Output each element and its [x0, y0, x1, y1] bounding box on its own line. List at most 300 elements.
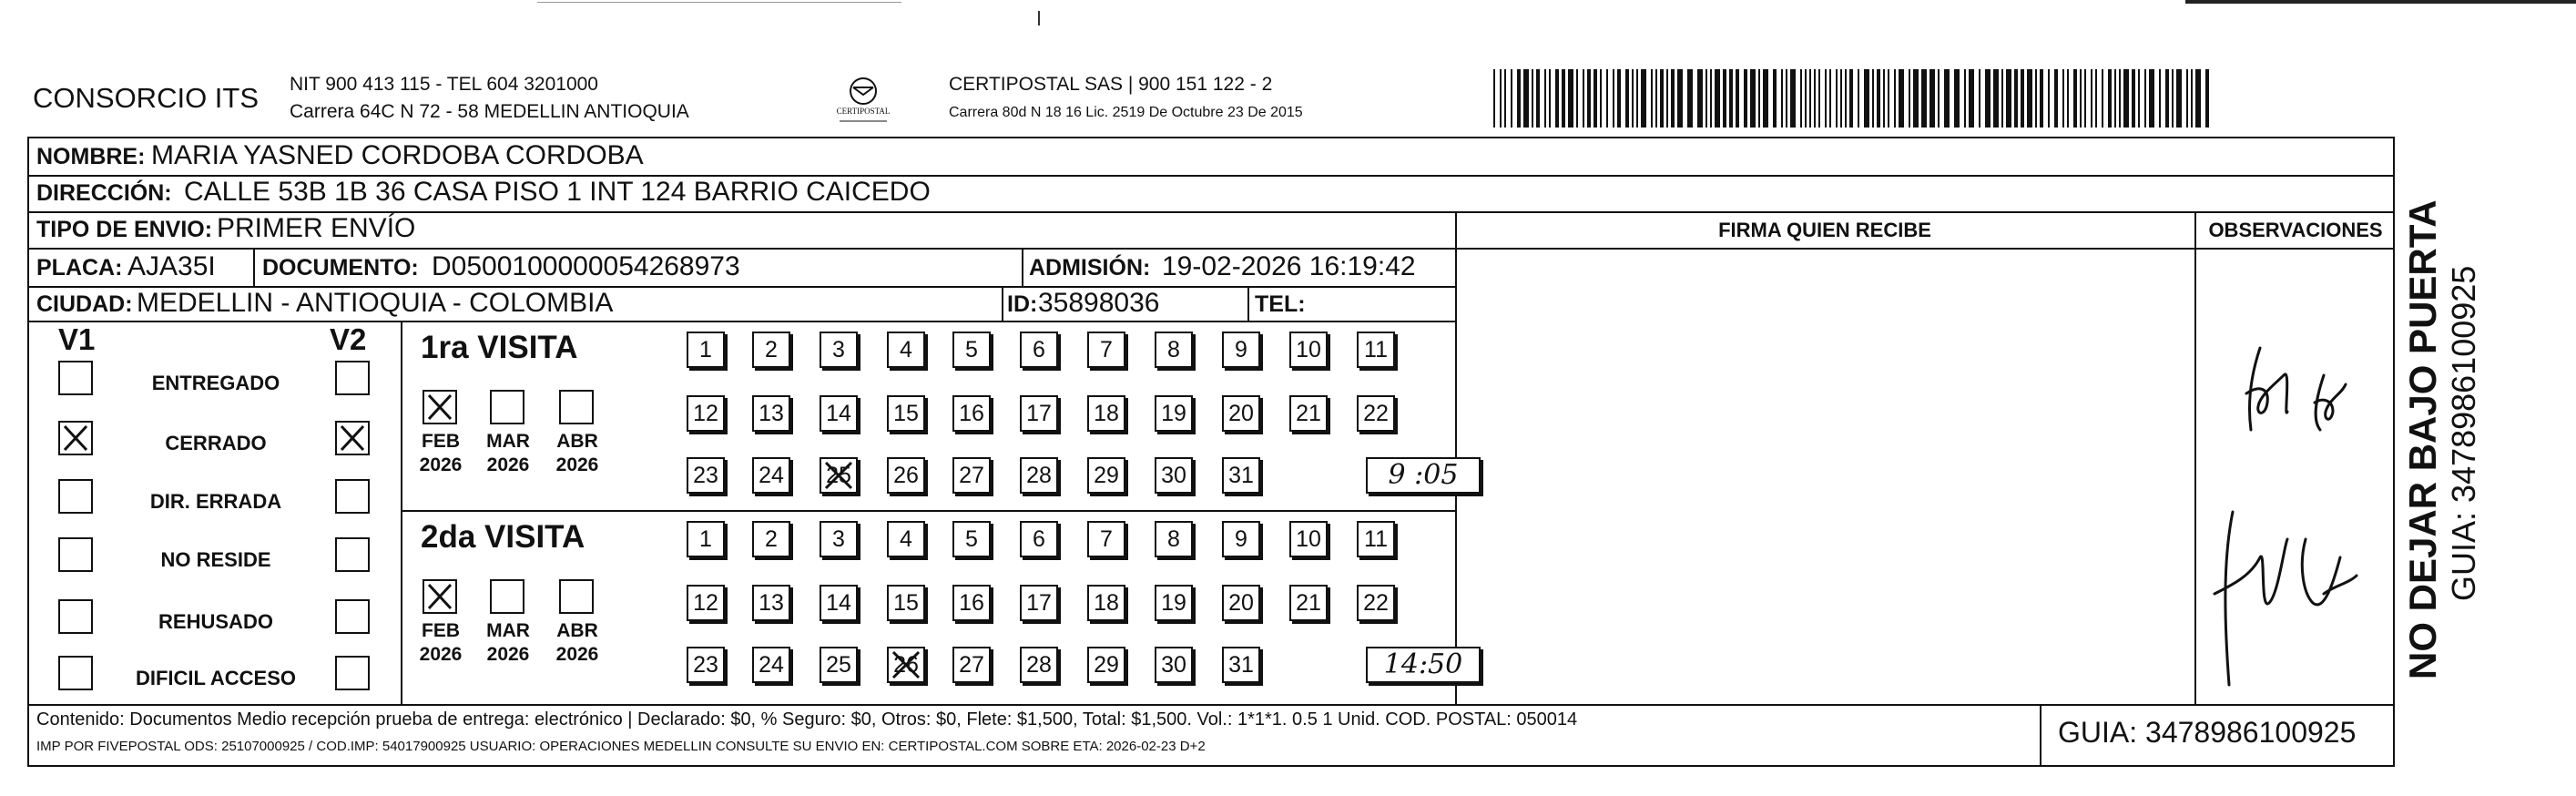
- status-label: DIFICIL ACCESO: [135, 667, 296, 689]
- day-number: 24: [759, 463, 784, 488]
- day-number: 7: [1100, 526, 1113, 552]
- firma-header: FIRMA QUIEN RECIBE: [1718, 219, 1931, 241]
- id-label: [1007, 293, 1037, 316]
- company-name: CONSORCIO ITS: [33, 82, 260, 114]
- barcode-bar: [1651, 69, 1653, 128]
- day-box[interactable]: [1155, 457, 1193, 494]
- v2-checkbox[interactable]: [335, 361, 370, 395]
- day-box[interactable]: [752, 647, 790, 683]
- day-number: 30: [1161, 463, 1186, 488]
- barcode-bar: [1883, 69, 1885, 128]
- month-label: MAR: [486, 431, 530, 452]
- barcode-bar: [2165, 69, 2169, 128]
- barcode-bar: [1872, 69, 1874, 128]
- v1-checkbox[interactable]: [58, 479, 93, 514]
- month-checkbox[interactable]: [490, 579, 524, 614]
- day-number: 22: [1363, 401, 1389, 426]
- barcode-bar: [2159, 69, 2161, 128]
- day-box[interactable]: [687, 457, 725, 494]
- barcode-bar: [1625, 69, 1629, 128]
- barcode-bar: [2138, 69, 2140, 128]
- carrier-name: CERTIPOSTAL SAS | 900 151 122 - 2: [949, 74, 1273, 95]
- barcode-bar: [1655, 69, 1657, 128]
- day-number: 1: [699, 337, 712, 362]
- x-mark-icon: [60, 423, 91, 454]
- day-box[interactable]: [1357, 521, 1395, 557]
- day-box[interactable]: [1155, 332, 1193, 368]
- day-x-mark-icon: [889, 648, 923, 681]
- barcode-bar: [2021, 69, 2024, 128]
- scan-mark-right: [2185, 0, 2576, 4]
- barcode-bar: [2144, 69, 2146, 128]
- v1-checkbox[interactable]: [58, 537, 93, 572]
- day-box[interactable]: [1222, 521, 1260, 557]
- v2-checkbox[interactable]: [335, 537, 370, 572]
- status-label: ENTREGADO: [151, 372, 280, 394]
- year-label: 2026: [486, 454, 530, 475]
- barcode-bar: [1864, 69, 1869, 128]
- certipostal-logo: [836, 73, 891, 128]
- day-box[interactable]: [887, 395, 925, 432]
- placa-label: [36, 257, 122, 280]
- month-label: ABR: [556, 620, 598, 641]
- barcode-bar: [1790, 69, 1796, 128]
- day-box[interactable]: [1357, 332, 1395, 368]
- documento-value: D0500100000054268973: [432, 251, 740, 281]
- barcode-bar: [1544, 69, 1546, 128]
- barcode-bar: [1899, 69, 1904, 128]
- day-box[interactable]: [820, 395, 858, 432]
- barcode-bar: [1677, 69, 1683, 128]
- barcode-bar: [1909, 69, 1910, 128]
- day-box[interactable]: [887, 521, 925, 557]
- ciudad-label-text: CIUDAD:: [36, 291, 133, 317]
- barcode-bar: [2062, 69, 2064, 128]
- status-label: CERRADO: [165, 432, 267, 454]
- v1-checkbox[interactable]: [58, 656, 93, 690]
- day-box[interactable]: [1020, 521, 1058, 557]
- barcode-bar: [1800, 69, 1802, 128]
- day-box[interactable]: [687, 332, 725, 368]
- barcode-bar: [2191, 69, 2193, 128]
- tel-label-text: TEL:: [1255, 291, 1306, 317]
- barcode-bar: [1938, 69, 1940, 128]
- x-mark-icon: [337, 423, 368, 454]
- observaciones-header: OBSERVACIONES: [2208, 219, 2383, 241]
- day-box[interactable]: [752, 457, 790, 494]
- barcode-bar: [1536, 69, 1540, 128]
- day-number: 12: [693, 590, 718, 616]
- barcode-bar: [1587, 69, 1591, 128]
- day-box[interactable]: [1222, 395, 1260, 432]
- contenido-text: Contenido: Documentos Medio recepción prueba de entrega: electrónico | Declarado: $0, % Seguro: $0, Otros: $0, Flete: $1,500, Total: $1,500. Vol.: 1*1*1. 0.5 1 Unid. COD. POSTAL: 050014: [36, 709, 1578, 730]
- day-number: 26: [893, 652, 919, 678]
- admision-label-text: ADMISIÓN:: [1029, 255, 1151, 281]
- day-box[interactable]: [952, 395, 991, 432]
- day-box[interactable]: [887, 647, 925, 683]
- documento-label-text: DOCUMENTO:: [262, 255, 419, 281]
- day-number: 31: [1228, 652, 1254, 678]
- day-number: 6: [1033, 526, 1045, 552]
- placa-label-text: PLACA:: [36, 255, 123, 281]
- day-number: 10: [1296, 526, 1321, 552]
- day-number: 21: [1296, 590, 1321, 616]
- company-nit: NIT 900 413 115 - TEL 604 3201000: [290, 74, 598, 95]
- barcode-bar: [2054, 69, 2058, 128]
- barcode-bar: [1985, 69, 1991, 128]
- placa-value: AJA35I: [127, 251, 216, 281]
- day-number: 2: [765, 337, 778, 362]
- day-box[interactable]: [1155, 647, 1193, 683]
- day-box[interactable]: [887, 457, 925, 494]
- barcode-bar: [2084, 69, 2086, 128]
- year-label: 2026: [555, 644, 599, 665]
- day-box[interactable]: [952, 585, 991, 621]
- day-number: 23: [693, 652, 718, 678]
- day-box[interactable]: [1087, 521, 1125, 557]
- day-box[interactable]: [1289, 332, 1328, 368]
- barcode-bar: [2073, 69, 2077, 128]
- direccion-label-text: DIRECCIÓN:: [36, 180, 172, 206]
- barcode-bar: [1954, 69, 1960, 128]
- day-box[interactable]: [820, 332, 858, 368]
- day-box[interactable]: [1289, 395, 1328, 432]
- ciudad-value: MEDELLIN - ANTIOQUIA - COLOMBIA: [137, 288, 614, 318]
- barcode-bar: [1697, 69, 1703, 128]
- barcode-bar: [1517, 69, 1521, 128]
- barcode-bar: [1913, 69, 1919, 128]
- day-box[interactable]: [1087, 647, 1125, 683]
- barcode-bar: [2102, 69, 2103, 128]
- v1-checkbox[interactable]: [58, 599, 93, 634]
- firma-header-line: [1455, 248, 2395, 250]
- day-number: 16: [959, 401, 984, 426]
- v1-checkbox[interactable]: [58, 421, 93, 455]
- day-number: 27: [959, 463, 984, 488]
- barcode-bar: [1929, 69, 1935, 128]
- day-number: 23: [693, 463, 718, 488]
- day-box[interactable]: [887, 585, 925, 621]
- nombre-label: [36, 146, 145, 168]
- barcode-bar: [1845, 69, 1847, 128]
- scan-mark-top: [537, 2, 901, 3]
- direccion-label: [36, 182, 172, 205]
- day-number: 4: [900, 337, 912, 362]
- v2-checkbox[interactable]: [335, 656, 370, 690]
- day-box[interactable]: [752, 521, 790, 557]
- barcode-bar: [2132, 69, 2135, 128]
- day-number: 1: [699, 526, 712, 552]
- barcode-bar: [2040, 69, 2043, 128]
- barcode-bar: [1773, 69, 1777, 128]
- day-number: 3: [832, 526, 845, 552]
- scan-mark-tick: [1038, 11, 1040, 26]
- barcode-bar: [2014, 69, 2018, 128]
- month-label: MAR: [486, 620, 530, 641]
- day-number: 11: [1364, 526, 1388, 552]
- barcode-bar: [1636, 69, 1638, 128]
- row-line-5: [27, 321, 1455, 322]
- barcode-bar: [1500, 69, 1502, 128]
- v2-checkbox[interactable]: [335, 421, 370, 455]
- day-number: 9: [1235, 337, 1247, 362]
- tipo-value: PRIMER ENVÍO: [217, 213, 416, 243]
- day-box[interactable]: [1020, 585, 1058, 621]
- day-number: 28: [1026, 463, 1052, 488]
- day-box[interactable]: [820, 457, 858, 494]
- year-label: 2026: [419, 644, 463, 665]
- time-box[interactable]: [1366, 647, 1481, 683]
- barcode-bar: [2205, 69, 2209, 128]
- day-box[interactable]: [1020, 457, 1058, 494]
- day-number: 20: [1228, 401, 1254, 426]
- barcode-bar: [1825, 69, 1827, 128]
- day-number: 25: [826, 652, 851, 678]
- day-box[interactable]: [752, 585, 790, 621]
- day-box[interactable]: [1087, 332, 1125, 368]
- barcode-bar: [1632, 69, 1634, 128]
- day-box[interactable]: [687, 395, 725, 432]
- day-number: 17: [1026, 401, 1052, 426]
- barcode-bar: [1818, 69, 1820, 128]
- day-number: 3: [832, 337, 845, 362]
- divider-id: [1002, 286, 1003, 321]
- direccion-value: CALLE 53B 1B 36 CASA PISO 1 INT 124 BARRIO CAICEDO: [184, 177, 931, 207]
- barcode-bar: [1979, 69, 1980, 128]
- nombre-label-text: NOMBRE:: [36, 144, 146, 169]
- barcode-bar: [1613, 69, 1614, 128]
- day-box[interactable]: [820, 647, 858, 683]
- company-address: Carrera 64C N 72 - 58 MEDELLIN ANTIOQUIA: [290, 101, 689, 122]
- barcode-bar: [1805, 69, 1807, 128]
- barcode-bar: [1511, 69, 1512, 128]
- day-box[interactable]: [1222, 585, 1260, 621]
- barcode-bar: [1921, 69, 1927, 128]
- barcode-bar: [1894, 69, 1896, 128]
- day-number: 17: [1026, 590, 1052, 616]
- barcode-bar: [2048, 69, 2050, 128]
- admision-value: 19-02-2026 16:19:42: [1162, 251, 1416, 281]
- barcode-bar: [2067, 69, 2069, 128]
- no-dejar-bajo-puerta: NO DEJAR BAJO PUERTA: [2401, 199, 2444, 679]
- month-checkbox[interactable]: [559, 579, 594, 614]
- barcode-bar: [2114, 69, 2116, 128]
- barcode-bar: [1600, 69, 1602, 128]
- barcode-bar: [2108, 69, 2112, 128]
- visit-title: 1ra VISITA: [421, 330, 578, 365]
- barcode-bar: [2035, 69, 2037, 128]
- day-number: 13: [759, 401, 784, 426]
- barcode-bar: [1964, 69, 1966, 128]
- day-number: 16: [959, 590, 984, 616]
- day-box[interactable]: [952, 332, 991, 368]
- side-guia: GUIA: 3478986100925: [2445, 265, 2482, 601]
- barcode-bar: [1606, 69, 1608, 128]
- month-checkbox[interactable]: [423, 579, 457, 614]
- day-box[interactable]: [752, 332, 790, 368]
- day-box[interactable]: [952, 457, 991, 494]
- day-number: 31: [1228, 463, 1254, 488]
- barcode-bar: [1568, 69, 1573, 128]
- divider-admision: [1022, 248, 1023, 286]
- id-label-text: ID:: [1007, 291, 1038, 317]
- footer-guia: GUIA: 3478986100925: [2058, 716, 2357, 749]
- visit-time: 9 :05: [1388, 459, 1459, 491]
- day-number: 20: [1228, 590, 1254, 616]
- day-x-mark-icon: [821, 459, 856, 492]
- day-box[interactable]: [1289, 585, 1328, 621]
- visit-title: 2da VISITA: [421, 519, 585, 555]
- barcode-bar: [1840, 69, 1842, 128]
- barcode-bar: [2195, 69, 2201, 128]
- day-number: 22: [1363, 590, 1389, 616]
- barcode-bar: [1576, 69, 1578, 128]
- day-box[interactable]: [820, 521, 858, 557]
- barcode-bar: [1809, 69, 1811, 128]
- barcode-bar: [2186, 69, 2188, 128]
- v2-header: V2: [330, 322, 367, 356]
- barcode-bar: [2176, 69, 2182, 128]
- day-number: 19: [1161, 590, 1186, 616]
- year-label: 2026: [419, 454, 463, 475]
- year-label: 2026: [486, 644, 530, 665]
- handwriting-observaciones: [2196, 321, 2393, 703]
- day-box[interactable]: [952, 647, 991, 683]
- barcode-bar: [1493, 69, 1495, 128]
- day-box[interactable]: [687, 585, 725, 621]
- day-number: 25: [826, 463, 851, 488]
- barcode-bar: [1562, 69, 1565, 128]
- barcode-bar: [2001, 69, 2003, 128]
- day-box[interactable]: [1222, 332, 1260, 368]
- day-number: 7: [1100, 337, 1113, 362]
- barcode-bar: [2027, 69, 2032, 128]
- day-number: 9: [1235, 526, 1247, 552]
- day-box[interactable]: [1155, 521, 1193, 557]
- month-label: FEB: [422, 431, 460, 452]
- day-box[interactable]: [1020, 647, 1058, 683]
- divider-placa: [253, 248, 255, 286]
- barcode-bar: [1758, 69, 1760, 128]
- ciudad-label: [36, 293, 133, 316]
- day-number: 29: [1094, 652, 1119, 678]
- barcode-bar: [1969, 69, 1974, 128]
- barcode-bar: [1710, 69, 1712, 128]
- logo-caption: CERTIPOSTAL: [836, 107, 891, 116]
- status-label: NO RESIDE: [160, 548, 271, 571]
- barcode-bar: [1705, 69, 1707, 128]
- day-box[interactable]: [687, 521, 725, 557]
- day-number: 11: [1364, 337, 1388, 362]
- day-box[interactable]: [1222, 457, 1260, 494]
- barcode-bar: [1763, 69, 1768, 128]
- month-checkbox[interactable]: [423, 390, 457, 424]
- month-label: FEB: [422, 620, 460, 641]
- day-number: 24: [759, 652, 784, 678]
- day-box[interactable]: [1087, 395, 1125, 432]
- x-mark-icon: [424, 392, 455, 423]
- day-number: 5: [965, 337, 978, 362]
- barcode-bar: [2006, 69, 2011, 128]
- day-box[interactable]: [687, 647, 725, 683]
- status-label: REHUSADO: [158, 610, 273, 633]
- day-number: 15: [893, 401, 919, 426]
- day-number: 15: [893, 590, 919, 616]
- day-number: 12: [693, 401, 718, 426]
- day-number: 5: [965, 526, 978, 552]
- barcode-bar: [1744, 69, 1747, 128]
- barcode-bar: [1829, 69, 1831, 128]
- barcode-bar: [1723, 69, 1726, 128]
- v1-checkbox[interactable]: [58, 361, 93, 395]
- barcode-bar: [1666, 69, 1668, 128]
- day-box[interactable]: [1289, 521, 1328, 557]
- day-number: 28: [1026, 652, 1052, 678]
- barcode-bar: [2172, 69, 2174, 128]
- day-box[interactable]: [887, 332, 925, 368]
- v2-checkbox[interactable]: [335, 599, 370, 634]
- day-number: 21: [1296, 401, 1321, 426]
- day-number: 27: [959, 652, 984, 678]
- day-box[interactable]: [1020, 395, 1058, 432]
- year-label: 2026: [555, 454, 599, 475]
- imp-text: IMP POR FIVEPOSTAL ODS: 25107000925 / COD.IMP: 54017900925 USUARIO: OPERACIONES MEDELLIN CONSULTE SU ENVIO EN: CERTIPOSTAL.COM SOBRE ETA: 2026-02-23 D+2: [36, 739, 1206, 754]
- day-box[interactable]: [1087, 457, 1125, 494]
- day-box[interactable]: [952, 521, 991, 557]
- day-box[interactable]: [820, 585, 858, 621]
- divider-tel: [1247, 286, 1249, 321]
- month-label: ABR: [556, 431, 598, 452]
- barcode-bar: [1877, 69, 1880, 128]
- month-checkbox[interactable]: [559, 390, 594, 424]
- day-number: 18: [1094, 590, 1119, 616]
- handwriting-text-2: [0, 0, 5, 1]
- day-box[interactable]: [1155, 585, 1193, 621]
- divider-guia: [2040, 704, 2041, 767]
- barcode-bar: [1814, 69, 1816, 128]
- v2-checkbox[interactable]: [335, 479, 370, 514]
- day-number: 8: [1167, 526, 1180, 552]
- day-number: 14: [826, 590, 851, 616]
- tipo-label-text: TIPO DE ENVIO:: [36, 217, 213, 242]
- day-number: 8: [1167, 337, 1180, 362]
- day-box[interactable]: [1357, 395, 1395, 432]
- day-box[interactable]: [1155, 395, 1193, 432]
- day-box[interactable]: [1222, 647, 1260, 683]
- barcode-bar: [1786, 69, 1787, 128]
- divider-status: [401, 321, 402, 704]
- day-box[interactable]: [752, 395, 790, 432]
- day-box[interactable]: [1357, 585, 1395, 621]
- nombre-value: MARIA YASNED CORDOBA CORDOBA: [151, 140, 644, 170]
- day-box[interactable]: [1087, 585, 1125, 621]
- barcode-bar: [2149, 69, 2154, 128]
- day-number: 4: [900, 526, 912, 552]
- month-checkbox[interactable]: [490, 390, 524, 424]
- id-value: 35898036: [1038, 288, 1160, 318]
- day-box[interactable]: [1020, 332, 1058, 368]
- divider-visits: [401, 510, 1455, 512]
- time-box[interactable]: [1366, 457, 1481, 494]
- barcode-bar: [1617, 69, 1621, 128]
- barcode-bar: [1729, 69, 1733, 128]
- barcode-bar: [1849, 69, 1853, 128]
- barcode-bar: [1583, 69, 1584, 128]
- barcode-bar: [1993, 69, 1999, 128]
- x-mark-icon: [424, 581, 455, 612]
- barcode-bar: [1944, 69, 1950, 128]
- barcode-bar: [1641, 69, 1646, 128]
